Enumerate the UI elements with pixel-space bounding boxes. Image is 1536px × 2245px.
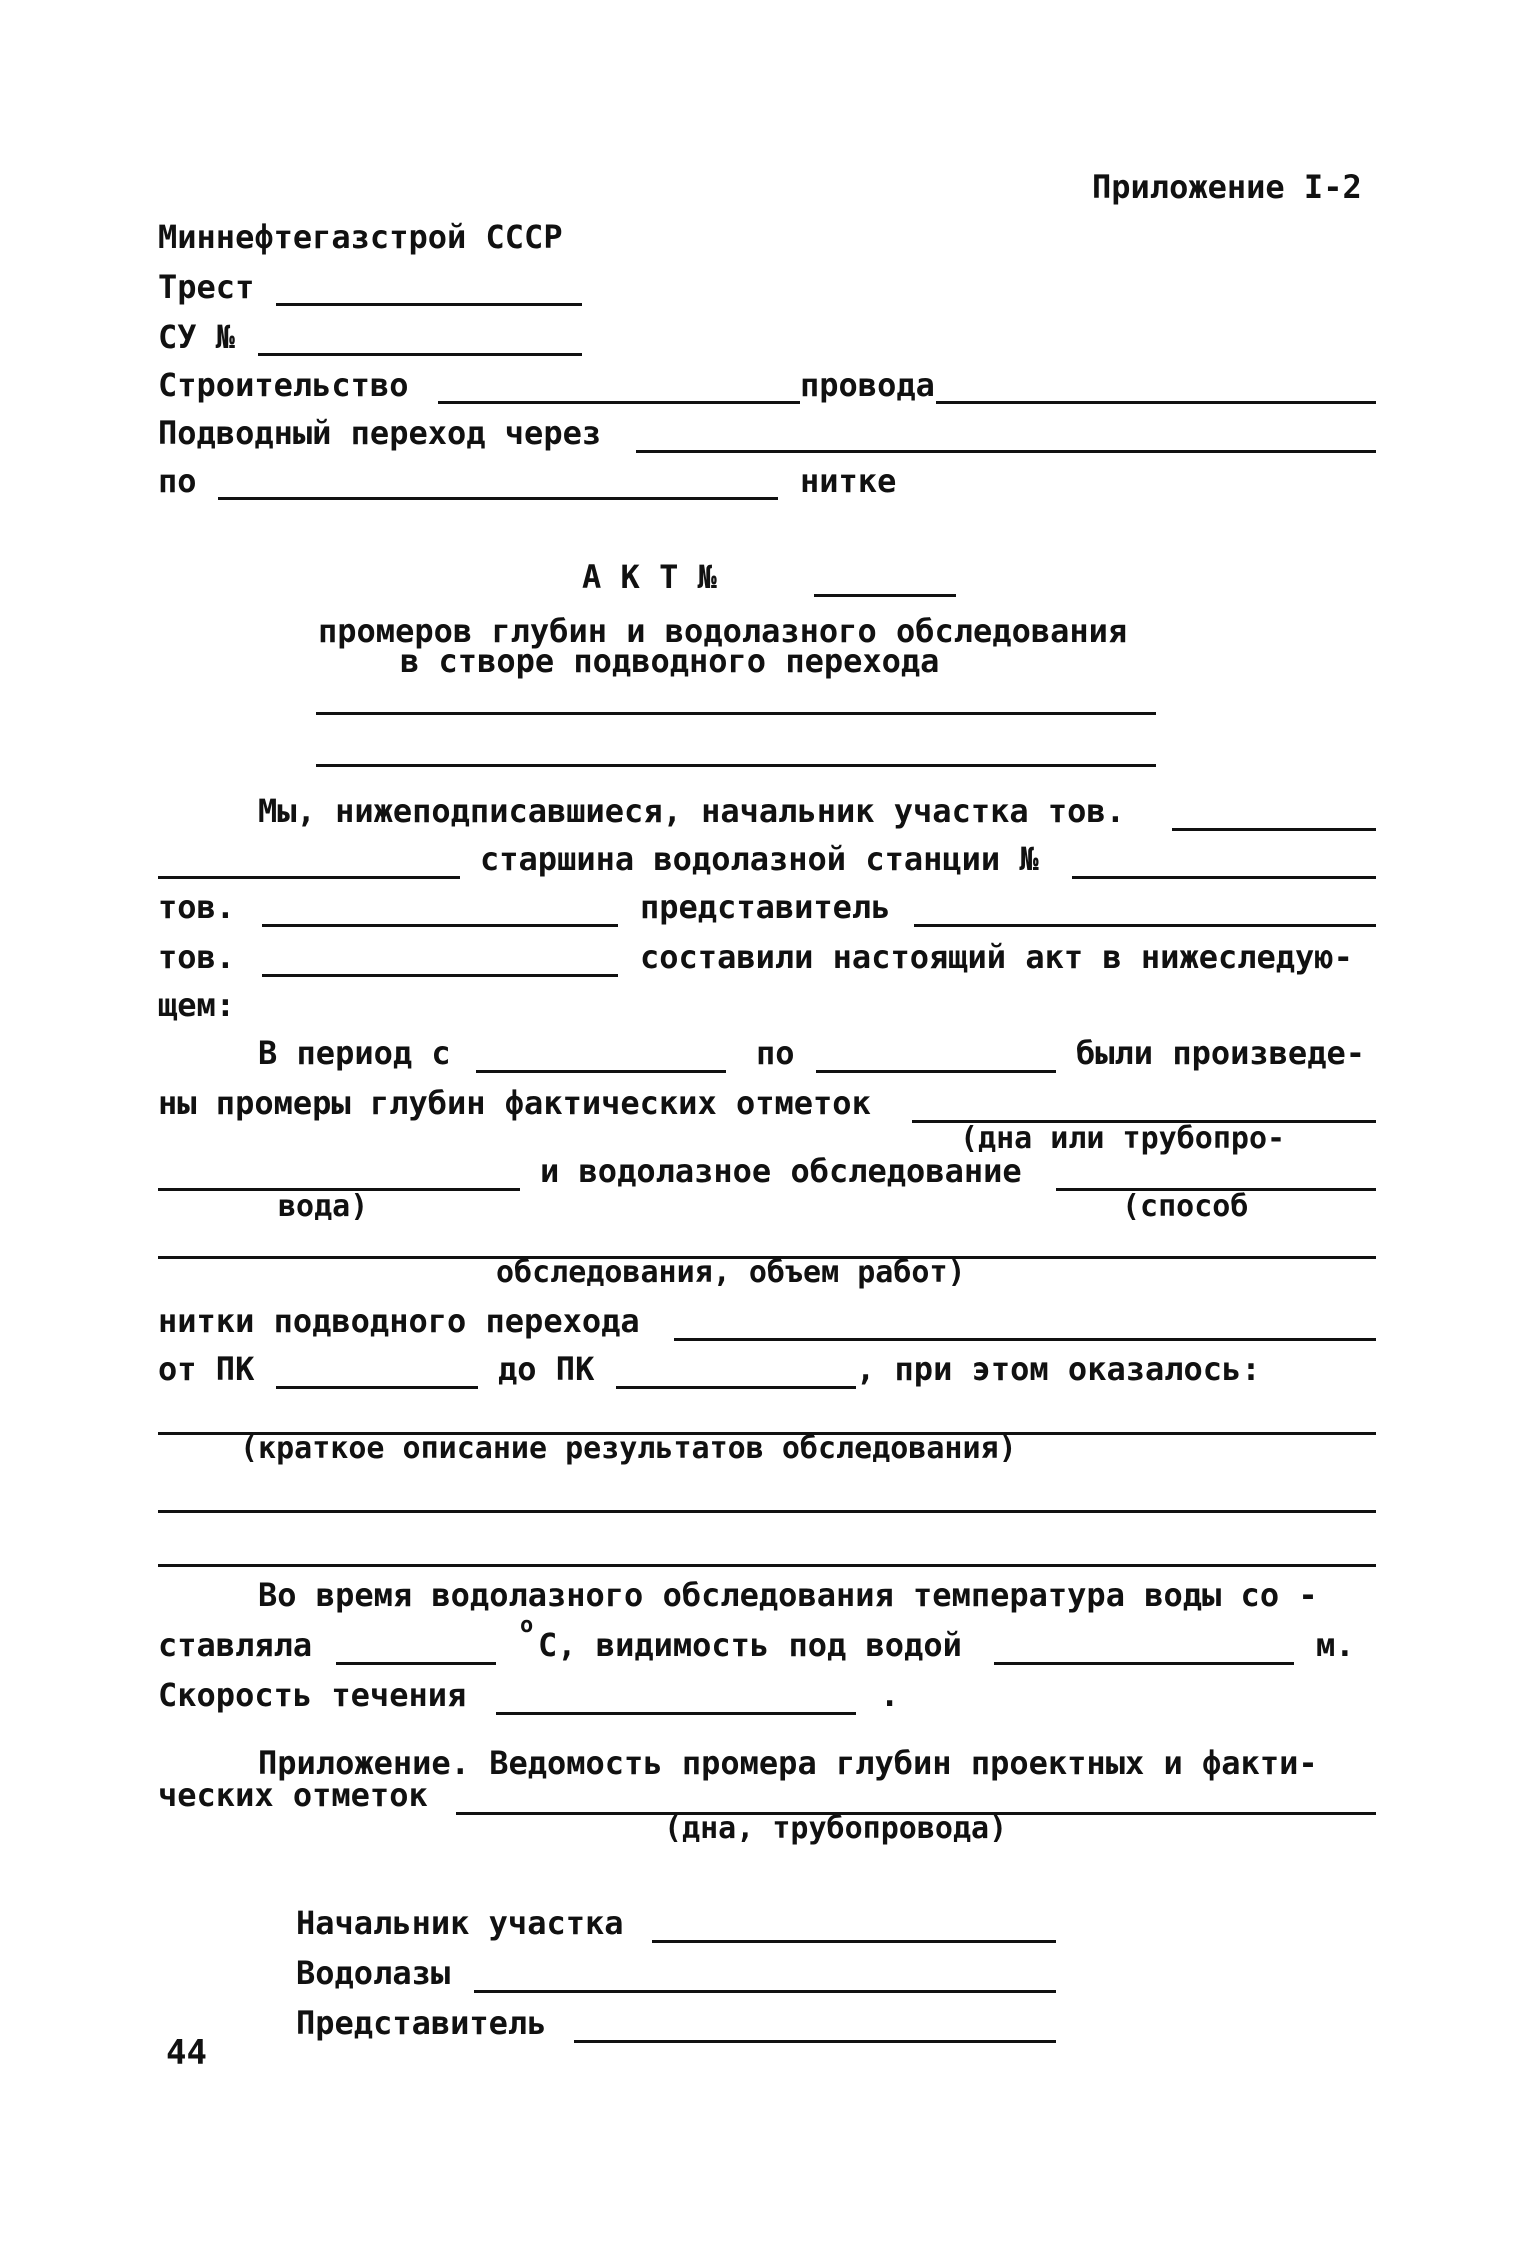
- crossing-name-line-1[interactable]: [316, 712, 1156, 715]
- construction-label: Строительство: [158, 366, 409, 404]
- results-line-3[interactable]: [158, 1564, 1376, 1567]
- p4-line-2: ческих отметок: [158, 1776, 428, 1814]
- caption-method: (способ: [1122, 1189, 1249, 1224]
- crossing-name-line-2[interactable]: [316, 764, 1156, 767]
- p2-from-pk: от ПК: [158, 1350, 255, 1388]
- p2-line-5: нитки подводного перехода: [158, 1302, 640, 1340]
- p1-line-4b: составили настоящий акт в нижеследую-: [640, 938, 1353, 976]
- act-subtitle-1: промеров глубин и водолазного обследования: [318, 612, 1128, 650]
- signature-divers-label: Водолазы: [296, 1954, 451, 1992]
- p1-line-5: щем:: [158, 986, 236, 1024]
- signature-chief-label: Начальник участка: [296, 1904, 624, 1942]
- p3-line-3: Скорость течения: [158, 1676, 467, 1714]
- caption-bottom-or-pipe: (дна или трубопро-: [960, 1121, 1286, 1156]
- period-to-line[interactable]: [816, 1070, 1056, 1073]
- page-number: 44: [166, 2033, 207, 2073]
- thread-field-line[interactable]: [674, 1338, 1376, 1341]
- along-field-line[interactable]: [218, 497, 778, 500]
- chief-name-line[interactable]: [1172, 828, 1376, 831]
- p1-line-4a: тов.: [158, 938, 236, 976]
- pipeline-field-line[interactable]: [936, 401, 1376, 404]
- act-subtitle-2: в створе подводного перехода: [400, 642, 940, 680]
- results-line-2[interactable]: [158, 1510, 1376, 1513]
- act-title: А К Т №: [582, 558, 717, 596]
- trust-label: Трест: [158, 268, 255, 306]
- thread-label: нитке: [800, 462, 897, 500]
- caption-bottom-pipeline: (дна, трубопровода): [664, 1811, 1008, 1846]
- along-label: по: [158, 462, 197, 500]
- p1-line-1: Мы, нижеподписавшиеся, начальник участка тов.: [258, 792, 1125, 830]
- act-number-line[interactable]: [814, 594, 956, 597]
- crossing-field-line[interactable]: [636, 450, 1376, 453]
- p1-line-3b: представитель: [640, 888, 891, 926]
- p4-line-1: Приложение. Ведомость промера глубин проектных и факти-: [258, 1744, 1318, 1782]
- foreman-name-line[interactable]: [262, 924, 618, 927]
- p3-line-2c: м.: [1316, 1626, 1355, 1664]
- to-pk-line[interactable]: [616, 1386, 856, 1389]
- p1-line-2: старшина водолазной станции №: [480, 840, 1039, 878]
- ministry-name: Миннефтегазстрой СССР: [158, 218, 563, 256]
- caption-method-2: обследования, объем работ): [496, 1255, 966, 1290]
- signature-rep-label: Представитель: [296, 2004, 547, 2042]
- station-number-line[interactable]: [1072, 876, 1376, 879]
- water-temp-line[interactable]: [336, 1662, 496, 1665]
- p2-line-3: и водолазное обследование: [540, 1152, 1022, 1190]
- chief-name-cont-line[interactable]: [158, 876, 460, 879]
- p2-found: , при этом оказалось:: [856, 1350, 1261, 1388]
- p2-line-2: ны промеры глубин фактических отметок: [158, 1084, 871, 1122]
- p3-line-1: Во время водолазного обследования температура воды со -: [258, 1576, 1318, 1614]
- p2-period-to: по: [756, 1034, 795, 1072]
- p2-to-pk: до ПК: [498, 1350, 595, 1388]
- construction-field-line[interactable]: [438, 401, 800, 404]
- current-speed-line[interactable]: [496, 1712, 856, 1715]
- p3-line-2b: С, видимость под водой: [538, 1626, 962, 1664]
- p2-performed: были произведе-: [1076, 1034, 1365, 1072]
- p3-dot: .: [880, 1676, 900, 1714]
- representative-field-line[interactable]: [914, 924, 1376, 927]
- p1-line-3a: тов.: [158, 888, 236, 926]
- signature-chief-line[interactable]: [652, 1940, 1056, 1943]
- p3-line-2a: ставляла: [158, 1626, 313, 1664]
- signature-rep-line[interactable]: [574, 2040, 1056, 2043]
- period-from-line[interactable]: [476, 1070, 726, 1073]
- caption-pipe-end: вода): [278, 1189, 369, 1224]
- representative-name-line[interactable]: [262, 974, 618, 977]
- caption-results: (краткое описание результатов обследования): [240, 1431, 1017, 1466]
- signature-divers-line[interactable]: [474, 1990, 1056, 1993]
- from-pk-line[interactable]: [276, 1386, 478, 1389]
- visibility-line[interactable]: [994, 1662, 1294, 1665]
- pipeline-label: провода: [800, 366, 935, 404]
- p2-period-from: В период с: [258, 1034, 451, 1072]
- appendix-label: Приложение I-2: [1092, 168, 1362, 206]
- crossing-label: Подводный переход через: [158, 414, 602, 452]
- degree-sign: о: [520, 1613, 534, 1638]
- su-field-line[interactable]: [258, 353, 582, 356]
- su-label: СУ №: [158, 318, 236, 356]
- trust-field-line[interactable]: [276, 303, 582, 306]
